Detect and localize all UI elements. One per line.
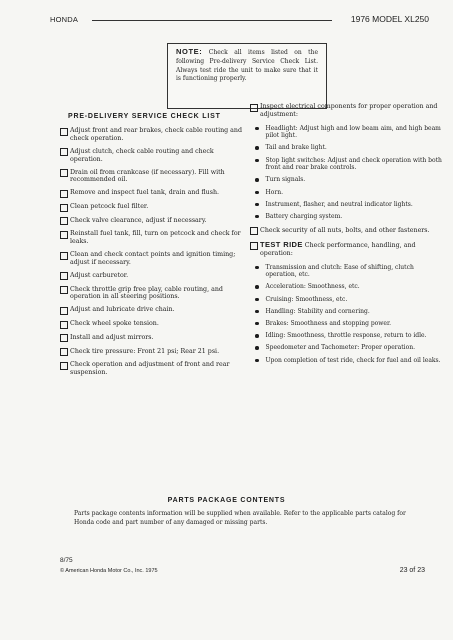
bullet-icon [255,322,259,326]
right-column [250,103,442,369]
list-item-text: Tail and brake light. [265,144,327,152]
checkbox[interactable] [60,190,68,198]
bullet-icon [255,266,259,270]
checklist-item-text: Clean and check contact points and ignition timing; adjust if necessary. [70,251,236,266]
checklist-item-text: Check valve clearance, adjust if necessary. [70,216,207,224]
list-item [250,283,442,291]
checklist-item [60,189,245,198]
checkbox[interactable] [250,227,258,235]
checklist-item-text: Reinstall fuel tank, fill, turn on petcock and check for leaks. [70,230,241,246]
checklist-item [60,286,245,302]
list-item-text: Instrument, flasher, and neutral indicator lights. [265,200,413,208]
list-item [250,320,442,328]
list-item [250,213,442,221]
checkbox[interactable] [60,204,68,212]
bullet-icon [255,334,259,338]
bullet-icon [255,159,259,163]
test-ride-text: Check performance, handling, and operation: [260,242,416,257]
checkbox[interactable] [60,169,68,177]
checklist-item-text: Install and adjust mirrors. [70,333,154,341]
list-item-text: Idling: Smoothness, throttle response, return to idle. [265,332,427,340]
pre-delivery-checklist [60,113,245,382]
bullet-icon [255,298,259,302]
checklist-item-text: Adjust carburetor. [70,271,129,279]
list-item-text: Horn. [265,188,283,196]
list-item-text: Transmission and clutch: Ease of shifting, clutch operation, etc. [265,263,414,279]
checkbox[interactable] [60,231,68,239]
checkbox[interactable] [60,286,68,294]
list-item [250,144,442,152]
checklist-item-text: Check throttle grip free play, cable routing, and operation in all steering positions. [70,285,223,301]
checklist-item [60,348,245,357]
checkbox[interactable] [60,307,68,315]
checklist-title: PRE-DELIVERY SERVICE CHECK LIST [68,113,221,120]
list-item [250,296,442,304]
note-label: NOTE: [176,47,203,56]
parts-text: Parts package contents information will be supplied when available. Refer to the applicable parts catalog for Honda code and part number of any damaged or missing parts. [74,510,406,526]
checklist-item-text: Check tire pressure: Front 21 psi; Rear 21 psi. [70,347,220,355]
page-number: 23 of 23 [399,567,425,574]
electrical-list [250,125,442,221]
checklist-item [60,306,245,315]
list-item-text: Cruising: Smoothness, etc. [265,295,348,303]
list-item-text: Stop light switches: Adjust and check operation with both front and rear brake controls. [265,156,442,172]
checklist-item [60,217,245,226]
checkbox[interactable] [60,348,68,356]
bullet-icon [255,146,259,150]
checklist-item-text: Adjust and lubricate drive chain. [70,306,175,314]
bullet-icon [255,178,259,182]
list-item [250,357,442,365]
checkbox[interactable] [60,217,68,225]
bullet-icon [255,359,259,363]
test-ride-title: TEST RIDE [260,240,303,249]
list-item [250,264,442,279]
checklist-item [60,251,245,267]
list-item-text: Upon completion of test ride, check for fuel and oil leaks. [265,356,441,364]
security-text: Check security of all nuts, bolts, and other fasteners. [260,226,430,234]
list-item-text: Headlight: Adjust high and low beam aim, and high beam pilot light. [265,124,441,140]
checklist-item [60,127,245,143]
electrical-text: Inspect electrical components for proper operation and adjustment: [260,103,438,118]
checkbox[interactable] [60,128,68,136]
bullet-icon [255,127,259,131]
header-model: 1976 MODEL XL250 [350,14,429,24]
bullet-icon [255,203,259,207]
checklist-item-text: Check operation and adjustment of front and rear suspension. [70,361,230,376]
note-text: Check all items listed on the following Pre-delivery Service Check List. Always test ride the unit to make sure that it is functioning properly. [176,49,318,83]
parts-title: PARTS PACKAGE CONTENTS [167,497,286,504]
checkbox[interactable] [60,148,68,156]
bullet-icon [255,191,259,195]
list-item [250,332,442,340]
bullet-icon [255,285,259,289]
checkbox[interactable] [60,321,68,329]
checkbox[interactable] [60,252,68,260]
footer-copyright: © American Honda Motor Co., Inc. 1975 [60,568,158,574]
checkbox[interactable] [60,272,68,280]
checkbox[interactable] [60,362,68,370]
test-ride-list [250,264,442,365]
checklist-item [60,230,245,246]
footer-date: 8/75 [60,557,73,564]
checklist-item [60,334,245,343]
list-item [250,176,442,184]
checkbox[interactable] [60,334,68,342]
checklist-item-text: Check wheel spoke tension. [70,320,159,328]
list-item [250,189,442,197]
test-ride-check [250,241,442,258]
checklist-item [60,148,245,164]
note-box [167,43,327,109]
checklist-item-text: Adjust front and rear brakes, check cable routing and check operation. [70,127,243,142]
list-item-text: Battery charging system. [265,212,343,220]
list-item-text: Brakes: Smoothness and stopping power. [265,319,392,327]
checkbox[interactable] [250,104,258,112]
list-item [250,125,442,140]
bullet-icon [255,310,259,314]
bullet-icon [255,215,259,219]
list-item-text: Turn signals. [265,176,306,184]
bullet-icon [255,346,259,350]
list-item [250,344,442,352]
checklist-item [60,169,245,185]
list-item-text: Acceleration: Smoothness, etc. [265,283,360,291]
list-item-text: Speedometer and Tachometer: Proper operation. [265,344,415,352]
list-item [250,201,442,209]
list-item-text: Handling: Stability and cornering. [265,307,370,315]
checklist-item-text: Adjust clutch, check cable routing and check operation. [70,147,214,163]
checklist-item-text: Remove and inspect fuel tank, drain and flush. [70,189,220,197]
checklist-item-text: Drain oil from crankcase (if necessary). Fill with recommended oil. [70,168,225,184]
checkbox[interactable] [250,242,258,250]
security-check [250,227,442,236]
checklist-item [60,320,245,329]
header-brand: HONDA [50,15,79,24]
electrical-check [250,103,442,119]
header-rule [92,20,332,21]
checklist-item-text: Clean petcock fuel filter. [70,203,149,211]
test-ride-heading [260,241,442,258]
list-item [250,157,442,172]
checklist-item [60,203,245,212]
checklist-item [60,272,245,281]
list-item [250,308,442,316]
checklist-item [60,361,245,377]
